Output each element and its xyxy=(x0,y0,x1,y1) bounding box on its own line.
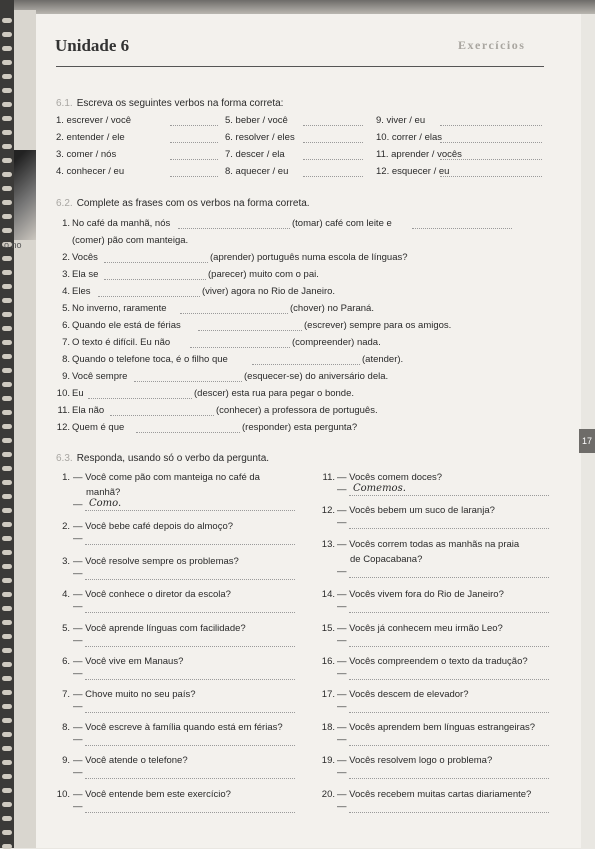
question-text: — Vocês aprendem bem línguas estrangeiras? xyxy=(337,722,536,733)
sentence-start: Eu xyxy=(72,388,84,399)
unit-title: Unidade 6 xyxy=(55,36,130,55)
question-text: — Vocês bebem um suco de laranja? xyxy=(337,505,495,516)
question-number: 15. xyxy=(321,623,335,634)
verb-item: 6. resolver / eles xyxy=(225,132,295,143)
answer-dash: — xyxy=(73,801,83,812)
answer-dash: — xyxy=(73,734,83,745)
spiral-ring xyxy=(2,760,12,765)
question-text: — Vocês já conhecem meu irmão Leo? xyxy=(337,623,503,634)
spiral-ring xyxy=(2,578,12,583)
item-number: 7. xyxy=(62,337,70,348)
question-text-continued: de Copacabana? xyxy=(350,554,423,565)
spiral-ring xyxy=(2,130,12,135)
answer-dash: — xyxy=(337,767,347,778)
sentence-start: O texto é difícil. Eu não xyxy=(72,337,171,348)
question-text: — Vocês vivem fora do Rio de Janeiro? xyxy=(337,589,504,600)
answer-blank[interactable] xyxy=(85,778,295,779)
answer-blank[interactable] xyxy=(85,544,295,545)
verb-item: 2. entender / ele xyxy=(56,132,125,143)
item-number: 6. xyxy=(62,320,70,331)
answer-blank[interactable] xyxy=(440,176,542,177)
answer-dash: — xyxy=(73,601,83,612)
question-text: — Você atende o telefone? xyxy=(73,755,188,766)
answer-dash: — xyxy=(337,601,347,612)
answer-dash: — xyxy=(73,767,83,778)
answer-blank[interactable] xyxy=(349,495,549,496)
answer-blank[interactable] xyxy=(85,745,295,746)
exercise-instruction: Complete as frases com os verbos na forma correta. xyxy=(76,198,310,209)
question-text: — Você entende bem este exercício? xyxy=(73,789,231,800)
spiral-ring xyxy=(2,452,12,457)
spiral-ring xyxy=(2,214,12,219)
question-number: 11. xyxy=(322,472,335,483)
spiral-ring xyxy=(2,270,12,275)
spiral-ring xyxy=(2,158,12,163)
spiral-ring xyxy=(2,410,12,415)
question-text: — Vocês correm todas as manhãs na praia xyxy=(337,539,520,550)
question-text: — Você aprende línguas com facilidade? xyxy=(73,623,246,634)
verb-item: 11. aprender / vocês xyxy=(376,149,462,160)
answer-blank[interactable] xyxy=(110,415,214,416)
question-number: 1. xyxy=(62,472,70,483)
spiral-ring xyxy=(2,718,12,723)
spiral-ring xyxy=(2,200,12,205)
question-text: — Você conhece o diretor da escola? xyxy=(73,589,231,600)
question-text: — Vocês comem doces? xyxy=(337,472,443,483)
question-number: 9. xyxy=(62,755,70,766)
spiral-ring xyxy=(2,172,12,177)
spiral-ring xyxy=(2,550,12,555)
answer-blank[interactable] xyxy=(104,262,208,263)
spiral-ring xyxy=(2,438,12,443)
exercise-6-1-heading xyxy=(56,98,283,109)
question-text: — Você vive em Manaus? xyxy=(73,656,184,667)
spiral-ring xyxy=(2,74,12,79)
verb-item: 1. escrever / você xyxy=(56,115,131,126)
exercise-number: 6.2. xyxy=(56,198,73,209)
question-number: 19. xyxy=(321,755,335,766)
answer-blank[interactable] xyxy=(349,528,549,529)
answer-blank[interactable] xyxy=(303,125,363,126)
answer-blank[interactable] xyxy=(88,398,192,399)
answer-blank[interactable] xyxy=(170,125,218,126)
verb-item: 8. aquecer / eu xyxy=(225,166,289,177)
sentence-end: (atender). xyxy=(362,354,404,365)
spiral-ring xyxy=(2,746,12,751)
sentence-end: (chover) no Paraná. xyxy=(290,303,374,314)
answer-dash: — xyxy=(337,734,347,745)
sentence-end: (parecer) muito com o pai. xyxy=(208,269,319,280)
sentence-end: (responder) esta pergunta? xyxy=(242,422,358,433)
answer-blank[interactable] xyxy=(349,646,549,647)
sentence-start: Você sempre xyxy=(72,371,128,382)
sentence-start: No inverno, raramente xyxy=(72,303,167,314)
answer-blank[interactable] xyxy=(190,347,290,348)
question-number: 17. xyxy=(321,689,335,700)
item-number: 9. xyxy=(62,371,70,382)
answer-blank[interactable] xyxy=(440,159,542,160)
answer-dash: — xyxy=(337,668,347,679)
section-title: Exercícios xyxy=(458,38,526,52)
answer-blank[interactable] xyxy=(85,646,295,647)
sentence-end: (esquecer-se) do aniversário dela. xyxy=(244,371,389,382)
answer-blank[interactable] xyxy=(349,577,549,578)
answer-blank[interactable] xyxy=(440,125,542,126)
answer-dash: — xyxy=(337,635,347,646)
question-number: 8. xyxy=(62,722,70,733)
answer-blank[interactable] xyxy=(412,228,512,229)
exercise-6-2-heading xyxy=(56,198,310,209)
sentence-end: (viver) agora no Rio de Janeiro. xyxy=(202,286,336,297)
item-number: 1. xyxy=(62,218,70,229)
spiral-ring xyxy=(2,312,12,317)
spiral-ring xyxy=(2,326,12,331)
question-text: — Você resolve sempre os problemas? xyxy=(73,556,239,567)
verb-item: 12. esquecer / eu xyxy=(376,166,450,177)
handwritten-answer: Como. xyxy=(89,498,122,509)
question-text-continued: manhã? xyxy=(86,487,121,498)
sentence-end: (descer) esta rua para pegar o bonde. xyxy=(194,388,355,399)
answer-blank[interactable] xyxy=(85,579,295,580)
verb-item: 5. beber / você xyxy=(225,115,288,126)
question-number: 10. xyxy=(56,789,70,800)
spiral-ring xyxy=(2,592,12,597)
answer-blank[interactable] xyxy=(349,812,549,813)
spiral-ring xyxy=(2,424,12,429)
answer-blank[interactable] xyxy=(180,313,288,314)
facing-page-text: o no xyxy=(4,240,22,250)
spiral-ring xyxy=(2,46,12,51)
answer-blank[interactable] xyxy=(85,612,295,613)
spiral-ring xyxy=(2,382,12,387)
spiral-ring xyxy=(2,256,12,261)
question-text: — Vocês descem de elevador? xyxy=(337,689,469,700)
question-number: 13. xyxy=(321,539,335,550)
sentence-start: Vocês xyxy=(72,252,98,263)
spiral-ring xyxy=(2,144,12,149)
question-text: — Vocês resolvem logo o problema? xyxy=(337,755,493,766)
answer-blank[interactable] xyxy=(349,778,549,779)
answer-dash: — xyxy=(337,484,347,495)
answer-dash: — xyxy=(73,499,83,510)
answer-dash: — xyxy=(73,568,83,579)
exercise-instruction: Escreva os seguintes verbos na forma correta: xyxy=(76,98,284,109)
sentence-start: Ela se xyxy=(72,269,99,280)
question-text: — Você bebe café depois do almoço? xyxy=(73,521,234,532)
spiral-ring xyxy=(2,732,12,737)
spiral-ring xyxy=(2,648,12,653)
answer-blank[interactable] xyxy=(349,612,549,613)
verb-item: 3. comer / nós xyxy=(56,149,117,160)
spiral-ring xyxy=(2,466,12,471)
question-number: 6. xyxy=(62,656,70,667)
spiral-ring xyxy=(2,620,12,625)
exercise-instruction: Responda, usando só o verbo da pergunta. xyxy=(76,453,270,464)
sentence-start: Quem é que xyxy=(72,422,125,433)
spiral-ring xyxy=(2,788,12,793)
verb-item: 4. conhecer / eu xyxy=(56,166,125,177)
verb-item: 9. viver / eu xyxy=(376,115,426,126)
spiral-ring xyxy=(2,662,12,667)
answer-dash: — xyxy=(73,668,83,679)
spiral-ring xyxy=(2,340,12,345)
answer-blank[interactable] xyxy=(198,330,302,331)
answer-blank[interactable] xyxy=(349,745,549,746)
spiral-ring xyxy=(2,606,12,611)
question-number: 14. xyxy=(321,589,335,600)
spiral-ring xyxy=(2,830,12,835)
answer-blank[interactable] xyxy=(303,142,363,143)
spiral-ring xyxy=(2,284,12,289)
answer-blank[interactable] xyxy=(85,510,295,511)
spiral-binding xyxy=(0,0,14,848)
sentence-end: (tomar) café com leite e xyxy=(292,218,392,229)
question-number: 3. xyxy=(62,556,70,567)
question-text: — Vocês recebem muitas cartas diariamente? xyxy=(337,789,532,800)
spiral-ring xyxy=(2,634,12,639)
spiral-ring xyxy=(2,508,12,513)
spiral-ring xyxy=(2,536,12,541)
question-number: 2. xyxy=(62,521,70,532)
answer-dash: — xyxy=(337,517,347,528)
question-number: 4. xyxy=(62,589,70,600)
spiral-ring xyxy=(2,396,12,401)
answer-blank[interactable] xyxy=(170,142,218,143)
spiral-ring xyxy=(2,298,12,303)
spiral-ring xyxy=(2,228,12,233)
page-number-tab: 17 xyxy=(579,429,595,453)
answer-blank[interactable] xyxy=(440,142,542,143)
spiral-ring xyxy=(2,676,12,681)
facing-page-edge xyxy=(14,10,36,848)
exercise-number: 6.3. xyxy=(56,453,73,464)
answer-dash: — xyxy=(337,566,347,577)
spiral-ring xyxy=(2,564,12,569)
spiral-ring xyxy=(2,368,12,373)
spiral-ring xyxy=(2,844,12,849)
top-shadow xyxy=(0,0,595,14)
sentence-start: Ela não xyxy=(72,405,105,416)
answer-blank[interactable] xyxy=(85,679,295,680)
answer-blank[interactable] xyxy=(252,364,360,365)
spiral-ring xyxy=(2,494,12,499)
verb-item: 10. correr / elas xyxy=(376,132,442,143)
answer-blank[interactable] xyxy=(170,176,218,177)
sentence-end: (escrever) sempre para os amigos. xyxy=(304,320,452,331)
spiral-ring xyxy=(2,186,12,191)
item-number: 5. xyxy=(62,303,70,314)
sentence-continuation: (comer) pão com manteiga. xyxy=(72,235,189,246)
question-number: 18. xyxy=(321,722,335,733)
answer-dash: — xyxy=(73,701,83,712)
spiral-ring xyxy=(2,18,12,23)
answer-blank[interactable] xyxy=(134,381,242,382)
spiral-ring xyxy=(2,60,12,65)
question-number: 16. xyxy=(321,656,335,667)
spiral-ring xyxy=(2,704,12,709)
answer-dash: — xyxy=(73,635,83,646)
exercise-number: 6.1. xyxy=(56,98,73,109)
spiral-ring xyxy=(2,116,12,121)
answer-blank[interactable] xyxy=(170,159,218,160)
question-number: 7. xyxy=(62,689,70,700)
spiral-ring xyxy=(2,522,12,527)
spiral-ring xyxy=(2,816,12,821)
question-number: 5. xyxy=(62,623,70,634)
answer-dash: — xyxy=(73,533,83,544)
answer-blank[interactable] xyxy=(136,432,240,433)
answer-blank[interactable] xyxy=(104,279,206,280)
question-text: — Você escreve à família quando está em férias? xyxy=(73,722,283,733)
answer-blank[interactable] xyxy=(349,712,549,713)
header-rule xyxy=(56,66,544,67)
question-text: — Vocês compreendem o texto da tradução? xyxy=(337,656,528,667)
verb-item: 7. descer / ela xyxy=(225,149,285,160)
item-number: 10. xyxy=(56,388,70,399)
answer-dash: — xyxy=(337,801,347,812)
spiral-ring xyxy=(2,88,12,93)
spiral-ring xyxy=(2,774,12,779)
exercise-6-3-heading xyxy=(56,453,269,464)
item-number: 11. xyxy=(57,405,70,416)
spiral-ring xyxy=(2,354,12,359)
item-number: 4. xyxy=(62,286,70,297)
sentence-start: Quando o telefone toca, é o filho que xyxy=(72,354,228,365)
spiral-ring xyxy=(2,480,12,485)
answer-blank[interactable] xyxy=(303,176,363,177)
answer-blank[interactable] xyxy=(85,812,295,813)
spiral-ring xyxy=(2,690,12,695)
item-number: 8. xyxy=(62,354,70,365)
answer-blank[interactable] xyxy=(98,296,200,297)
sentence-end: (conhecer) a professora de português. xyxy=(216,405,378,416)
sentence-start: Eles xyxy=(72,286,91,297)
answer-dash: — xyxy=(337,701,347,712)
spiral-ring xyxy=(2,32,12,37)
sentence-start: No café da manhã, nós xyxy=(72,218,171,229)
answer-blank[interactable] xyxy=(349,679,549,680)
sentence-start: Quando ele está de férias xyxy=(72,320,181,331)
spiral-ring xyxy=(2,802,12,807)
item-number: 3. xyxy=(62,269,70,280)
question-number: 12. xyxy=(321,505,335,516)
item-number: 12. xyxy=(56,422,70,433)
sentence-end: (compreender) nada. xyxy=(292,337,381,348)
handwritten-answer: Comemos. xyxy=(353,483,406,494)
question-text: — Chove muito no seu país? xyxy=(73,689,196,700)
question-text: — Você come pão com manteiga no café da xyxy=(73,472,260,483)
item-number: 2. xyxy=(62,252,70,263)
answer-blank[interactable] xyxy=(85,712,295,713)
answer-blank[interactable] xyxy=(178,228,290,229)
answer-blank[interactable] xyxy=(303,159,363,160)
sentence-end: (aprender) português numa escola de línguas? xyxy=(210,252,408,263)
question-number: 20. xyxy=(321,789,335,800)
spiral-ring xyxy=(2,102,12,107)
